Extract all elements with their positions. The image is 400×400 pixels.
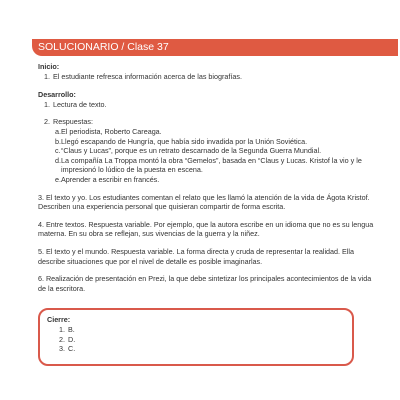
desarrollo-title: Desarrollo: — [38, 90, 76, 100]
desarrollo-paragraph-5: 5. El texto y el mundo. Respuesta variable. La forma directa y cruda de representar la realidad. Ella describe situaciones que por el nivel de detalle es posible imaginarlas. — [38, 246, 355, 266]
respuesta-text: “Claus y Lucas”, porque es un retrato descarnado de la Segunda Guerra Mundial. — [61, 146, 322, 156]
respuesta-text: La compañía La Troppa montó la obra “Gemelos”, basada en “Claus y Lucas. Kristof la vio y le impresionó lo lúdico de la puesta en escena. — [61, 155, 362, 175]
header-bar — [32, 39, 398, 56]
cierre-box — [38, 308, 354, 366]
cierre-item — [47, 325, 345, 335]
respuesta-text: Aprender a escribir en francés. — [61, 174, 160, 184]
item-text: El estudiante refresca información acerca de las biografías. — [53, 71, 242, 81]
respuesta-letter: c. — [55, 146, 61, 156]
item-number: 1. — [59, 324, 65, 334]
inicio-item — [38, 72, 380, 82]
item-number: 2. — [44, 117, 50, 127]
desarrollo-paragraph-4: 4. Entre textos. Respuesta variable. Por ejemplo, que la autora escribe en un idioma que no es su lengua materna. En su obra se reflejan, sus vivencias de la guerra y la niñez. — [38, 219, 374, 239]
cierre-item — [47, 335, 345, 345]
item-text: B. — [68, 324, 75, 334]
item-text: Lectura de texto. — [53, 99, 107, 109]
respuesta-letter: d. — [55, 155, 61, 165]
item-number: 3. — [59, 344, 65, 354]
desarrollo-paragraph-3: 3. El texto y yo. Los estudiantes comentan el relato que les llamó la atención de la vida de Ágota Kristof. Describen una experiencia personal que quisieran compartir de forma escrita. — [38, 192, 370, 212]
respuesta-e — [38, 175, 380, 185]
respuesta-text: El periodista, Roberto Careaga. — [61, 126, 162, 136]
inicio-title: Inicio: — [38, 62, 60, 71]
respuesta-letter: e. — [55, 174, 61, 184]
respuesta-c — [38, 146, 380, 156]
item-text: C. — [68, 344, 76, 354]
respuesta-a — [38, 127, 380, 137]
respuesta-d — [38, 156, 380, 175]
cierre-item — [47, 344, 345, 354]
desarrollo-paragraph-6: 6. Realización de presentación en Prezi, la que debe sintetizar los principales acontecimientos de la vida de la escritora. — [38, 274, 372, 293]
item-text: Respuestas: — [53, 117, 93, 127]
content-body — [38, 62, 380, 293]
desarrollo-item-2 — [38, 117, 380, 127]
respuesta-letter: a. — [55, 126, 61, 136]
cierre-title: Cierre: — [47, 315, 71, 324]
respuesta-b — [38, 137, 380, 147]
item-text: D. — [68, 334, 76, 344]
item-number: 1. — [44, 71, 50, 81]
respuesta-text: Llegó escapando de Hungría, que había sido invadida por la Unión Soviética. — [61, 136, 308, 146]
item-number: 2. — [59, 334, 65, 344]
item-number: 1. — [44, 99, 50, 109]
respuesta-letter: b. — [55, 136, 61, 146]
page-title: SOLUCIONARIO / Clase 37 — [38, 41, 169, 53]
desarrollo-item-1 — [38, 100, 380, 110]
